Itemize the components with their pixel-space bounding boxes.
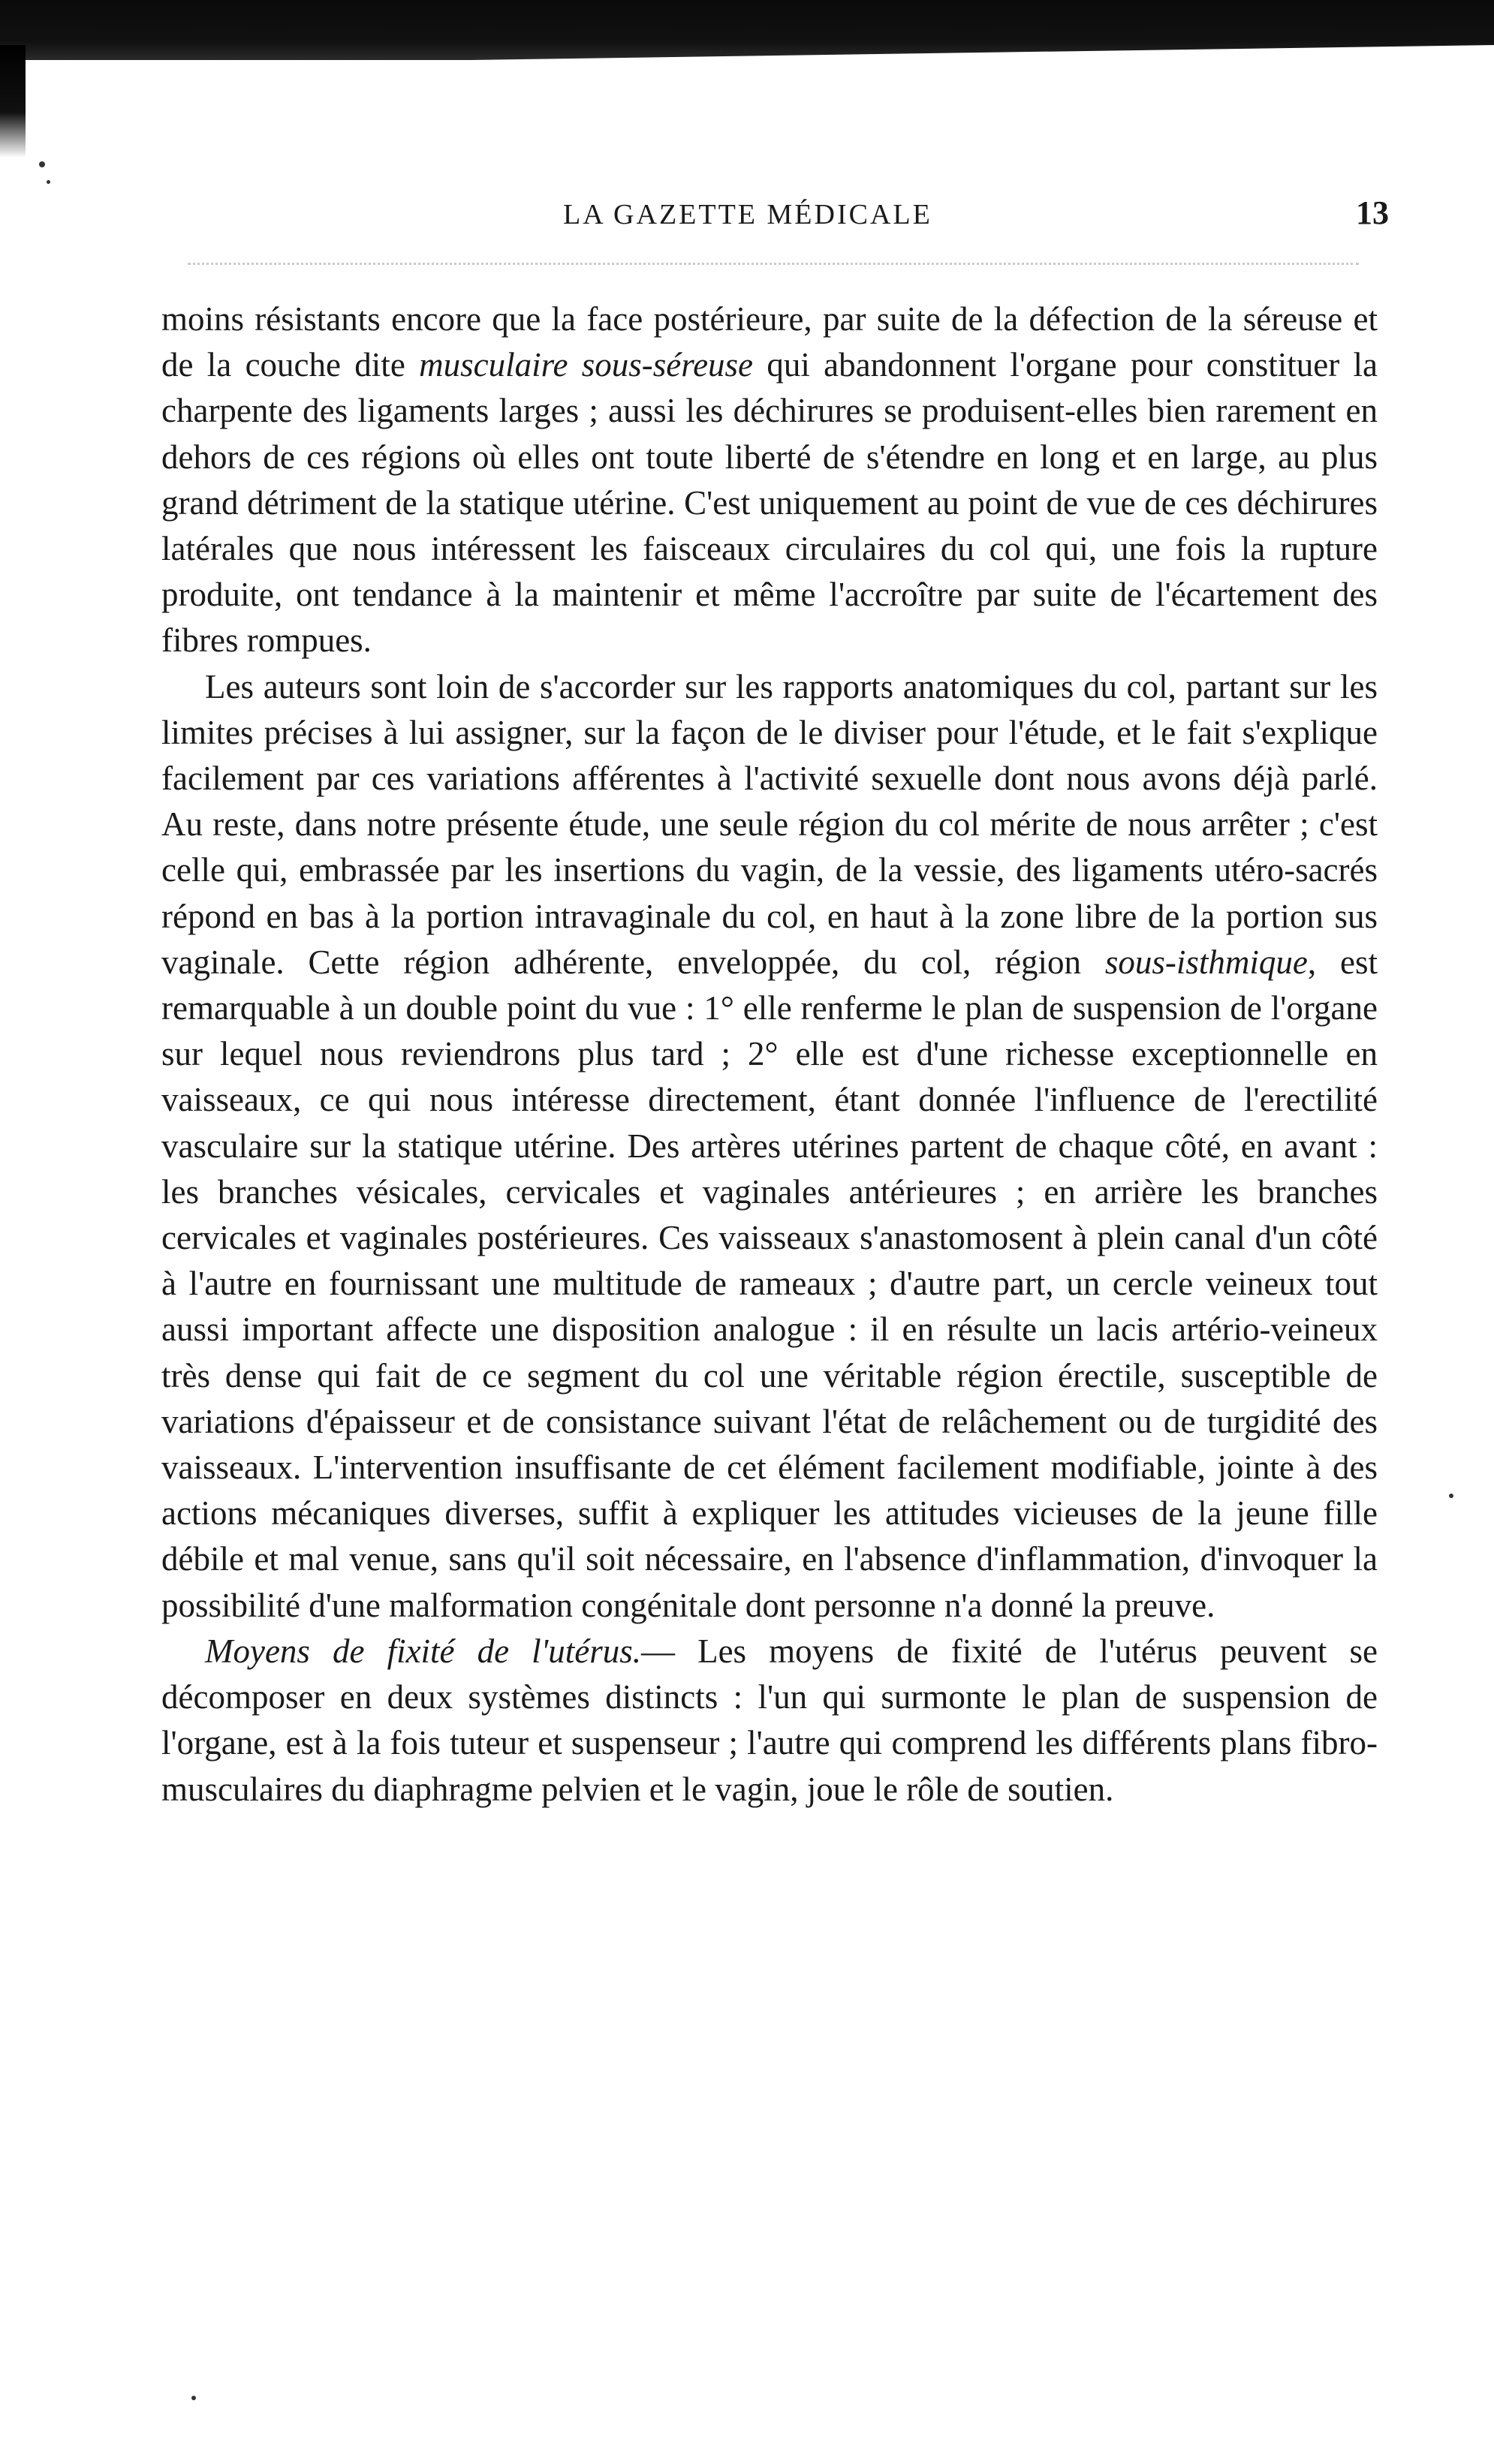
header-rule xyxy=(188,263,1359,272)
paragraph xyxy=(161,1629,1378,1813)
article-body xyxy=(161,296,1378,1813)
paragraph-text: Les auteurs sont loin de s'accorder sur les rapports anatomiques du col, partant sur les limites précises à lui assigner, sur la façon de le diviser pour l'étude, et le fait s'explique facilement par ces variations afférentes à l'activité sexuelle dont nous avons déjà parlé. Au reste, dans notre présente étude, une seule région du col mérite de nous arrêter ; c'est celle qui, embrassée par les insertions du vagin, de la vessie, des ligaments utéro-sacrés répond en bas à la portion intravaginale du col, en haut à la zone libre de la portion sus vaginale. Cette région adhérente, enveloppée, du col, région xyxy=(161,667,1378,981)
paragraph xyxy=(161,664,1378,1629)
running-title: LA GAZETTE MÉDICALE xyxy=(563,199,932,230)
paragraph-text: qui abandonnent l'organe pour constituer la charpente des ligaments larges ; aussi les déchirures se produisent-elles bien rarement en dehors de ces régions où elles ont toute liberté de s'étendre en long et en large, au plus grand détriment de la statique utérine. C'est uniquement au point de vue de ces déchirures latérales que nous intéressent les faisceaux circulaires du col qui, une fois la rupture produite, ont tendance à la maintenir et même l'accroître par suite de l'écartement des fibres rompues. xyxy=(161,346,1378,660)
paragraph-text: — Les moyens de fixité de l'utérus peuvent se décomposer en deux systèmes distincts : l'un qui surmonte le plan de suspension de l'organe, est à la fois tuteur et suspenseur ; l'autre qui comprend les différents plans fibro-musculaires du diaphragme pelvien et le vagin, joue le rôle de soutien. xyxy=(161,1632,1378,1808)
scan-speck xyxy=(1449,1494,1453,1498)
page-number: 13 xyxy=(1356,194,1389,231)
scan-border-left xyxy=(0,45,26,158)
running-head xyxy=(158,194,1389,246)
paragraph-text: moins résistants encore que la face postérieure, par suite de la défection de la séreuse et de la couche dite xyxy=(161,300,1378,384)
section-subheading: Moyens de fixité de l'utérus. xyxy=(205,1632,642,1670)
scan-speck xyxy=(47,180,50,184)
paragraph xyxy=(161,296,1378,664)
emphasis-text: musculaire sous-séreuse xyxy=(419,346,754,384)
paragraph-text: , est remarquable à un double point du vue : 1° elle renferme le plan de suspension de l'organe sur lequel nous reviendrons plus tard ; 2° elle est d'une richesse exceptionnelle en vaisseaux, ce qui nous intéresse directement, étant donnée l'influence de l'erectilité vasculaire sur la statique utérine. Des artères utérines partent de chaque côté, en avant : les branches vésicales, cervicales et vaginales antérieures ; en arrière les branches cervicales et vaginales postérieures. Ces vaisseaux s'anastomosent à plein canal d'un côté à l'autre en fournissant une multitude de rameaux ; d'autre part, un cercle veineux tout aussi important affecte une disposition analogue : il en résulte un lacis artério-veineux très dense qui fait de ce segment du col une véritable région érectile, susceptible de variations d'épaisseur et de consistance suivant l'état de relâchement ou de turgidité des vaisseaux. L'intervention insuffisante de cet élément facilement modifiable, jointe à des actions mécaniques diverses, suffit à expliquer les attitudes vicieuses de la jeune fille débile et mal venue, sans qu'il soit nécessaire, en l'absence d'inflammation, d'invoquer la possibilité d'une malformation congénitale dont personne n'a donné la preuve. xyxy=(161,943,1378,1624)
scan-speck xyxy=(191,2396,196,2400)
scan-speck xyxy=(39,161,45,167)
emphasis-text: sous-isthmique xyxy=(1104,943,1308,981)
